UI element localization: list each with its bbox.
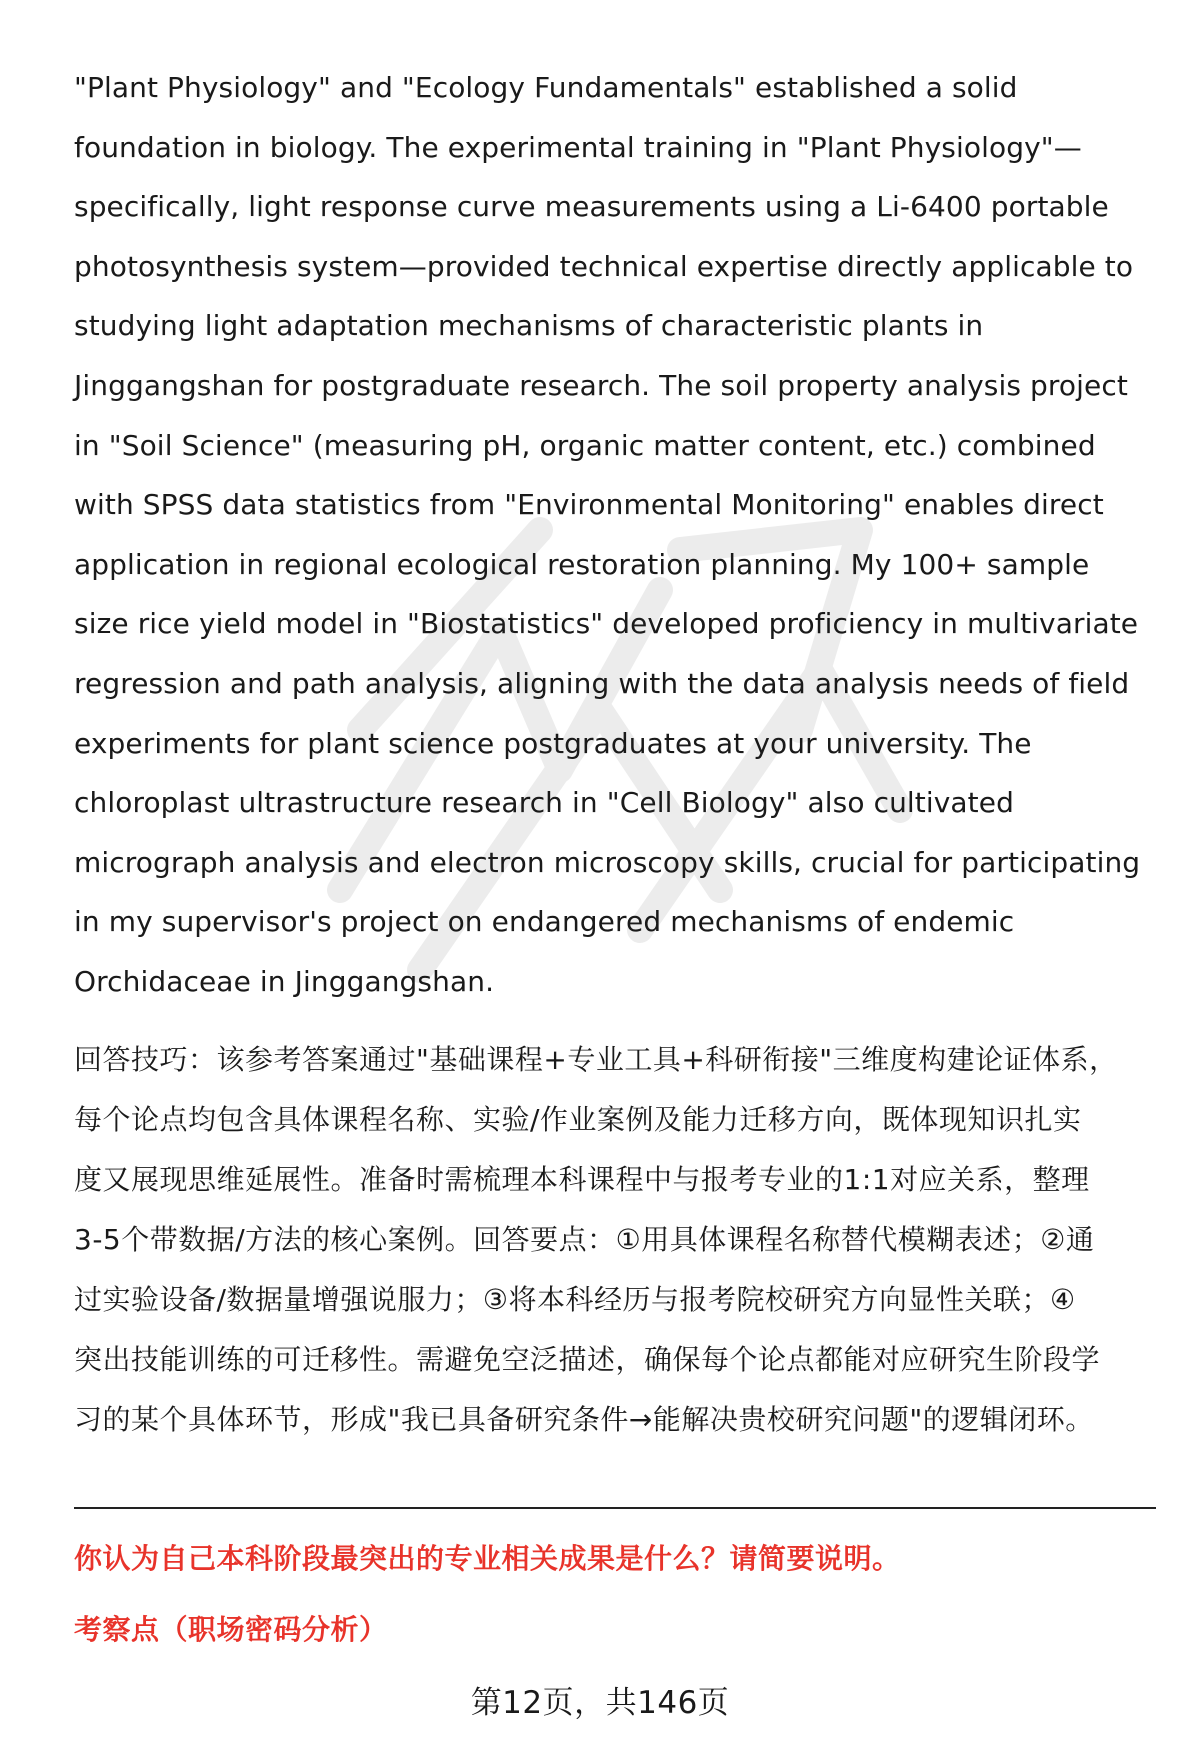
english-text-line: in my supervisor's project on endangered mechanisms of endemic [74,905,1015,939]
answer-tips-paragraph [74,1030,1144,1450]
english-text-line: foundation in biology. The experimental training in "Plant Physiology"— [74,130,1082,164]
english-text-line: size rice yield model in "Biostatistics" developed proficiency in multivariate [74,607,1139,641]
section-divider [74,1507,1156,1509]
main-content [74,58,1144,1450]
tips-text-line: 每个论点均包含具体课程名称、实验/作业案例及能力迁移方向，既体现知识扎实 [74,1102,1082,1136]
english-text-line: regression and path analysis, aligning with the data analysis needs of field [74,666,1130,700]
tips-text-line: 回答技巧：该参考答案通过"基础课程+专业工具+科研衔接"三维度构建论证体系， [74,1042,1118,1076]
tips-text-line: 度又展现思维延展性。准备时需梳理本科课程中与报考专业的1:1对应关系，整理 [74,1162,1090,1196]
tips-text-line: 3-5个带数据/方法的核心案例。回答要点：①用具体课程名称替代模糊表述；②通 [74,1222,1095,1256]
tips-text-line: 突出技能训练的可迁移性。需避免空泛描述，确保每个论点都能对应研究生阶段学 [74,1342,1101,1376]
analysis-section-label: 考察点（职场密码分析） [74,1613,388,1646]
answer-paragraph-english [74,58,1144,1012]
english-text-line: photosynthesis system—provided technical expertise directly applicable to [74,249,1134,283]
english-text-line: experiments for plant science postgraduates at your university. The [74,726,1032,760]
english-text-line: in "Soil Science" (measuring pH, organic matter content, etc.) combined [74,428,1096,462]
english-text-line: with SPSS data statistics from "Environmental Monitoring" enables direct [74,488,1104,522]
next-question-title: 你认为自己本科阶段最突出的专业相关成果是什么？请简要说明。 [74,1542,901,1575]
english-text-line: specifically, light response curve measurements using a Li-6400 portable [74,190,1109,224]
english-text-line: studying light adaptation mechanisms of characteristic plants in [74,309,984,343]
english-text-line: application in regional ecological restoration planning. My 100+ sample [74,547,1090,581]
page-indicator: 第12页，共146页 [470,1685,730,1721]
english-text-line: Orchidaceae in Jinggangshan. [74,964,495,998]
tips-text-line: 习的某个具体环节，形成"我已具备研究条件→能解决贵校研究问题"的逻辑闭环。 [74,1402,1094,1436]
english-text-line: chloroplast ultrastructure research in "Cell Biology" also cultivated [74,786,1014,820]
tips-text-line: 过实验设备/数据量增强说服力；③将本科经历与报考院校研究方向显性关联；④ [74,1282,1076,1316]
english-text-line: Jinggangshan for postgraduate research. The soil property analysis project [74,368,1128,402]
english-text-line: micrograph analysis and electron microscopy skills, crucial for participating [74,845,1141,879]
english-text-line: "Plant Physiology" and "Ecology Fundamentals" established a solid [74,71,1018,104]
